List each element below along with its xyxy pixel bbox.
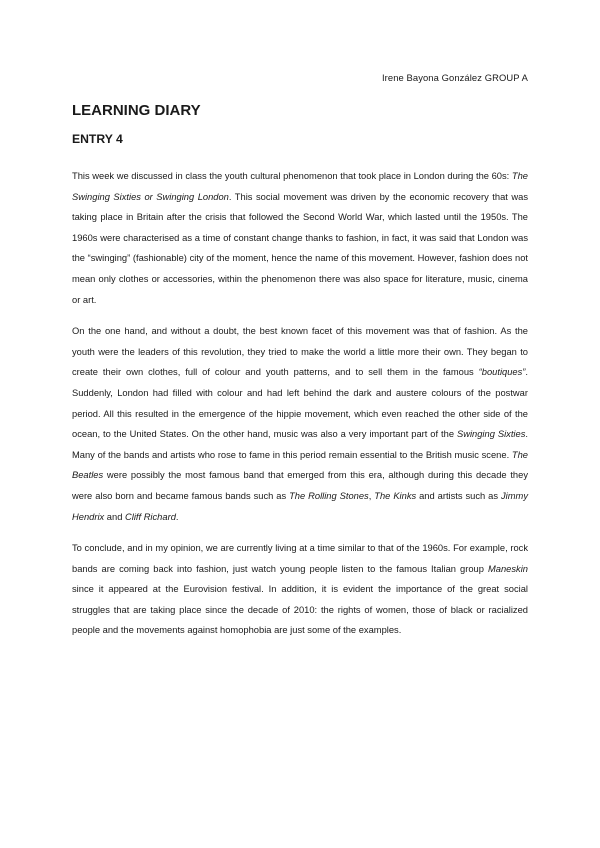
text-run: and artists such as <box>416 490 501 501</box>
text-run: . Suddenly, London had filled with colour and had left behind the dark and austere colours of the postwar period. All this resulted in the emergence of the hippie movement, which even reached the other side of the ocean, to the United States. On the other hand, music was also a very important part of the <box>72 367 528 440</box>
paragraph-1 <box>72 166 528 310</box>
author-line: Irene Bayona González GROUP A <box>381 72 528 83</box>
text-run: were possibly the most famous band that emerged from this era, although during this decade they were also born and became famous bands such as <box>72 470 528 501</box>
text-run: . Many of the bands and artists who rose to fame in this period remain essential to the British music scene. <box>72 429 528 460</box>
italic-text: Swinging Sixties <box>456 429 526 440</box>
italic-text: “boutiques” <box>478 367 526 378</box>
text-run: On the one hand, and without a doubt, the best known facet of this movement was that of fashion. As the youth were the leaders of this revolution, they tried to make the world a little more their own. They began to create their own clothes, full of colour and youth patterns, and to sell them in the famous <box>72 326 528 378</box>
italic-text: The Kinks <box>374 490 417 501</box>
text-run: , <box>368 490 375 501</box>
text-run: This week we discussed in class the youth cultural phenomenon that took place in London during the 60s: <box>72 171 512 181</box>
paragraph-3 <box>72 538 528 641</box>
italic-text: Jimmy Hendrix <box>72 490 528 522</box>
italic-text: The Rolling Stones <box>289 490 369 501</box>
paragraph-2 <box>72 321 528 527</box>
text-run: . This social movement was driven by the economic recovery that was taking place in Britain after the crisis that followed the Second World War, which lasted until the 1950s. The 1960s were characterised as a time of constant change thanks to fashion, in fact, it was said that London was the “swinging” (fashionable) city of the moment, hence the name of this movement. However, fashion does not mean only clothes or accessories, within the phenomenon there was also space for literature, music, cinema or art. <box>72 191 528 305</box>
entry-heading: ENTRY 4 <box>72 132 123 146</box>
italic-text: The Swinging Sixties or Swinging London <box>72 171 528 202</box>
italic-text: Maneskin <box>488 563 528 574</box>
italic-text: Cliff Richard <box>125 511 176 522</box>
text-run: and <box>104 511 125 522</box>
italic-text: The Beatles <box>72 449 528 481</box>
document-title: LEARNING DIARY <box>72 102 201 119</box>
text-run: To conclude, and in my opinion, we are currently living at a time similar to that of the 1960s. For example, rock bands are coming back into fashion, just watch young people listen to the famous Italian group <box>72 543 528 574</box>
text-run: . <box>175 511 179 522</box>
document-body <box>72 166 528 641</box>
text-run: since it appeared at the Eurovision festival. In addition, it is evident the importance of the great social struggles that are taking place since the decade of 2010: the rights of women, those of black or racialized people and the movements against homophobia are just some of the examples. <box>72 584 528 636</box>
